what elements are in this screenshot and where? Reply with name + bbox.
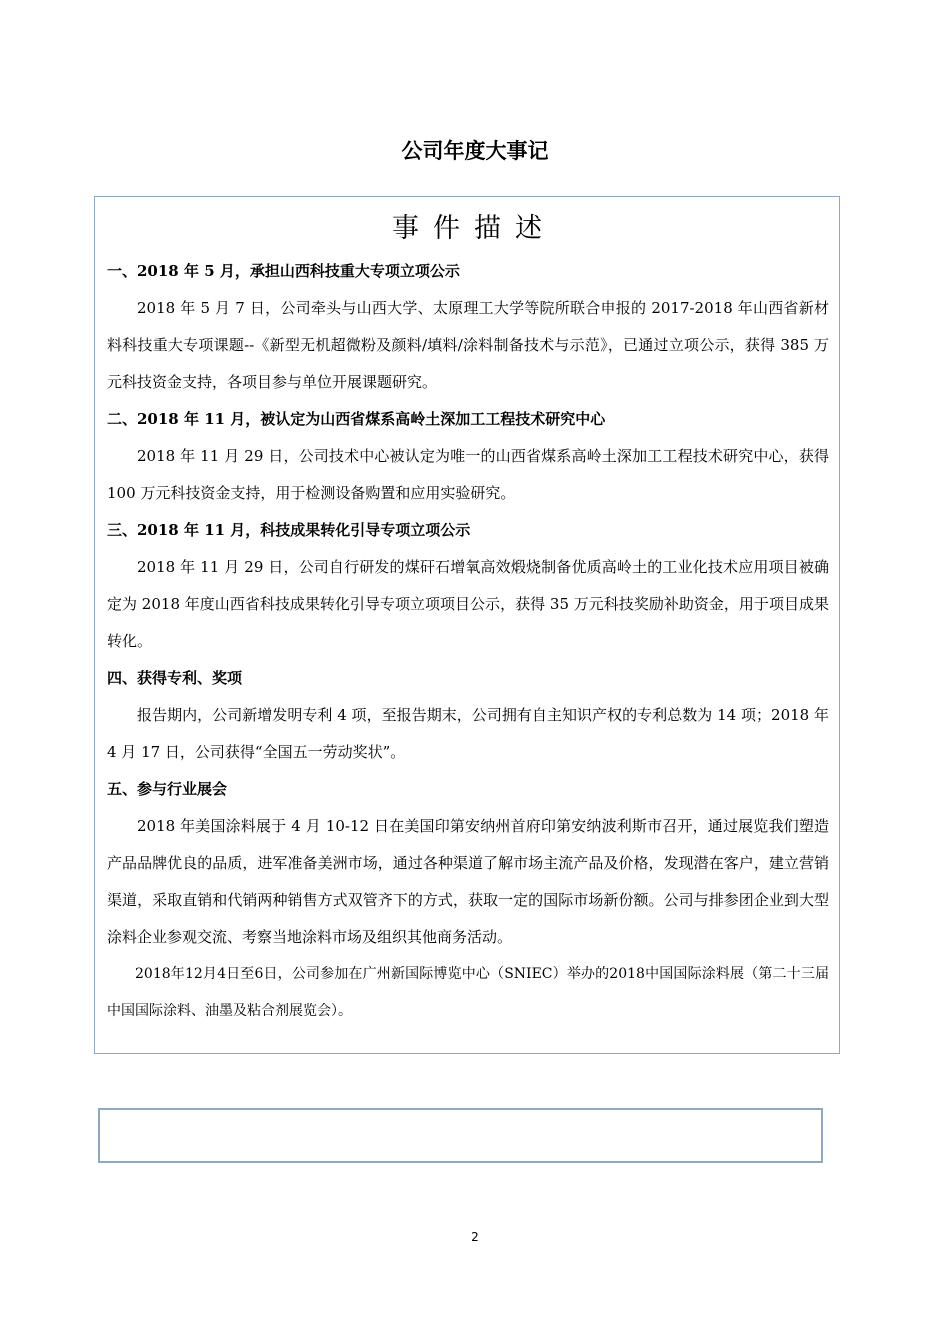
section-paragraph: 2018年12月4日至6日，公司参加在广州新国际博览中心（SNIEC）举办的2018中国国际涂料展（第二十三届中国国际涂料、油墨及粘合剂展览会）。 [107,966,829,1019]
section-2 [107,401,829,512]
section-paragraph: 报告期内，公司新增发明专利 4 项，至报告期末，公司拥有自主知识产权的专利总数为 14 项；2018 年 4 月 17 日，公司获得“全国五一劳动奖状”。 [107,706,829,761]
page-title: 公司年度大事记 [401,139,549,163]
box-heading: 事件描述 [392,213,556,244]
section-paragraph: 2018 年 11 月 29 日，公司自行研发的煤矸石增氧高效煅烧制备优质高岭土的工业化技术应用项目被确定为 2018 年度山西省科技成果转化引导专项立项项目公示，获得 35 万元科技奖励补助资金，用于项目成果转化。 [107,558,829,650]
section-heading: 三、2018 年 11 月，科技成果转化引导专项立项公示 [107,521,471,539]
event-content [107,253,829,1030]
empty-text-box [98,1108,823,1163]
section-paragraph: 2018 年 5 月 7 日，公司牵头与山西大学、太原理工大学等院所联合申报的 2017-2018 年山西省新材料科技重大专项课题--《新型无机超微粉及颜料/填料/涂料制备技术与示范》，已通过立项公示，获得 385 万元科技资金支持，各项目参与单位开展课题研究。 [107,299,829,391]
section-4 [107,660,829,771]
section-paragraph: 2018 年 11 月 29 日，公司技术中心被认定为唯一的山西省煤系高岭土深加工工程技术研究中心，获得 100 万元科技资金支持，用于检测设备购置和应用实验研究。 [107,447,829,502]
section-heading: 二、2018 年 11 月，被认定为山西省煤系高岭土深加工工程技术研究中心 [107,410,606,428]
section-1 [107,253,829,401]
section-paragraph: 2018 年美国涂料展于 4 月 10-12 日在美国印第安纳州首府印第安纳波利斯市召开，通过展览我们塑造产品品牌优良的品质，进军准备美洲市场，通过各种渠道了解市场主流产品及价格，发现潜在客户，建立营销渠道，采取直销和代销两种销售方式双管齐下的方式，获取一定的国际市场新份额。公司与排参团企业到大型涂料企业参观交流、考察当地涂料市场及组织其他商务活动。 [107,817,829,946]
page-number: 2 [471,1230,479,1244]
event-description-box [94,196,840,1054]
section-5 [107,771,829,1030]
section-heading: 一、2018 年 5 月，承担山西科技重大专项立项公示 [107,262,460,280]
section-heading: 四、获得专利、奖项 [107,669,243,687]
section-heading: 五、参与行业展会 [107,780,228,798]
section-3 [107,512,829,660]
